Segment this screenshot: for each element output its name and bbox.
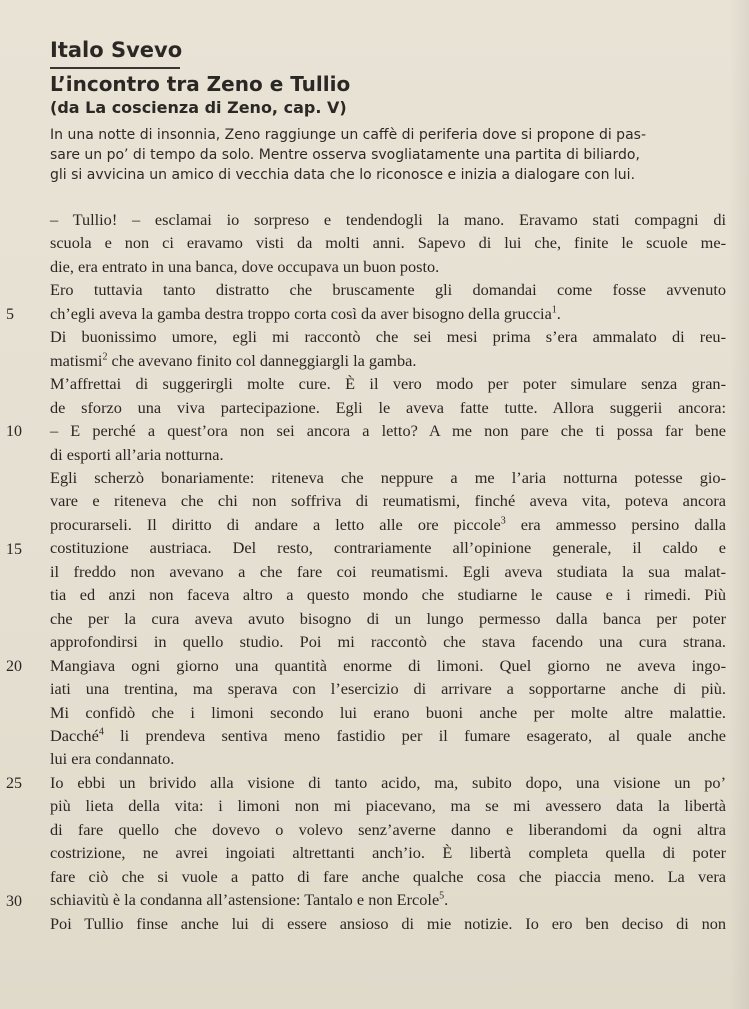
text-line: iati una trentina, ma sperava con l’esercizio di arrivare a sopportarne anche di più.	[50, 679, 726, 699]
text-line: Mangiava ogni giorno una quantità enorme di limoni. Quel giorno ne aveva ingo-	[50, 655, 726, 675]
text-line: Ero tuttavia tanto distratto che bruscamente gli domandai come fosse avvenuto	[50, 280, 726, 300]
text-line: – Tullio! – esclamai io sorpreso e tendendogli la mano. Eravamo stati compagni di	[50, 210, 726, 229]
text-segment: .	[444, 890, 449, 910]
text-segment: ch’egli aveva la gamba destra troppo corta così da aver bisogno della gruccia	[50, 303, 552, 323]
text-segment: era ammesso persino dalla	[505, 514, 726, 534]
text-segment: .	[556, 303, 561, 323]
text-line	[50, 302, 726, 325]
footnote-ref[interactable]: 2	[102, 351, 108, 363]
text-line: fare ciò che si vuole a patto di fare anche qualche cosa che piaccia meno. La vera	[50, 866, 726, 886]
text-line: il freddo non avevano a che fare coi reumatismi. Egli aveva studiata la sua malat-	[50, 561, 726, 581]
line-number: 20	[6, 658, 22, 675]
author-heading: Italo Svevo	[50, 38, 183, 62]
text-segment: schiavitù è la condanna all’astensione: Tantalo e non Ercole	[50, 890, 440, 910]
text-line: che per la cura aveva avuto bisogno di un lungo permesso dalla banca per poter	[50, 608, 726, 628]
text-segment: procurarseli. Il diritto di andare a letto alle ore piccole	[50, 514, 501, 534]
page-edge-shadow	[729, 0, 749, 1009]
text-line: scuola e non ci eravamo visti da molti anni. Sapevo di lui che, finite le scuole me-	[50, 233, 726, 253]
text-segment: che avevano finito col danneggiargli la gamba.	[107, 350, 417, 370]
intro-paragraph	[50, 125, 718, 185]
text-line: di esporti all’aria notturna.	[50, 444, 224, 464]
text-line	[50, 349, 726, 372]
chapter-subtitle: (da La coscienza di Zeno, cap. V)	[50, 98, 347, 117]
line-number: 15	[6, 541, 22, 558]
text-line: di fare quello che dovevo o volevo senz’averne danno e liberandomi da ogni altra	[50, 819, 726, 839]
text-line	[50, 513, 726, 536]
text-line: tia ed anzi non faceva altro a questo mondo che studiarne le cause e i rimedi. Più	[50, 585, 726, 605]
text-line: M’affrettai di suggerirgli molte cure. È il vero modo per poter simulare senza gran-	[50, 374, 726, 394]
footnote-ref[interactable]: 1	[551, 304, 557, 316]
footnote-ref[interactable]: 5	[439, 890, 445, 902]
text-segment: Dacché	[50, 725, 99, 745]
text-line: Mi confidò che i limoni secondo lui erano buoni anche per molte altre malattie.	[50, 702, 726, 722]
footnote-ref[interactable]: 4	[98, 726, 104, 738]
author-underline	[50, 67, 180, 69]
text-line: die, era entrato in una banca, dove occupava un buon posto.	[50, 256, 440, 276]
text-line: – E perché a quest’ora non sei ancora a letto? A me non pare che ti possa far bene	[50, 421, 726, 441]
chapter-title: L’incontro tra Zeno e Tullio	[50, 72, 351, 96]
intro-line: In una notte di insonnia, Zeno raggiunge un caffè di periferia dove si propone di pas-	[50, 127, 646, 143]
text-line	[50, 724, 726, 747]
line-number: 30	[6, 893, 22, 910]
text-line: più lieta della vita: i limoni non mi piacevano, ma se mi avessero data la libertà	[50, 796, 726, 816]
text-body	[50, 208, 726, 935]
text-segment: matismi	[50, 350, 103, 370]
text-line: Di buonissimo umore, egli mi raccontò che sei mesi prima s’era ammalato di reu-	[50, 327, 726, 347]
text-line: approfondirsi in quello studio. Poi mi raccontò che stava facendo una cura strana.	[50, 632, 726, 652]
text-line: costrizione, ne avrei ingoiati altrettanti anch’io. È libertà completa quella di poter	[50, 843, 726, 863]
text-line: lui era condannato.	[50, 749, 175, 769]
intro-line: sare un po’ di tempo da solo. Mentre osserva svogliatamente una partita di biliardo,	[50, 147, 640, 163]
line-number: 5	[6, 306, 14, 323]
text-line: Io ebbi un brivido alla visione di tanto acido, ma, subito dopo, una visione un po’	[50, 772, 726, 792]
text-line	[50, 888, 726, 911]
text-line: vare e riteneva che chi non soffriva di reumatismi, finché aveva vita, poteva ancora	[50, 491, 726, 511]
intro-line: gli si avvicina un amico di vecchia data che lo riconosce e inizia a dialogare con lui.	[50, 167, 636, 183]
text-line: de sforzo una viva partecipazione. Egli le aveva fatte tutte. Allora suggerii ancora:	[50, 397, 726, 417]
text-line: Egli scherzò bonariamente: riteneva che neppure a me l’aria notturna potesse gio-	[50, 467, 726, 487]
text-line: Poi Tullio finse anche lui di essere ansioso di mie notizie. Io ero ben deciso di non	[50, 913, 726, 933]
text-segment: li prendeva sentiva meno fastidio per il fumare esagerato, al quale anche	[103, 725, 726, 745]
footnote-ref[interactable]: 3	[500, 515, 506, 527]
line-number: 25	[6, 775, 22, 792]
line-number: 10	[6, 423, 22, 440]
text-line: costituzione austriaca. Del resto, contrariamente all’opinione generale, il caldo e	[50, 538, 726, 558]
